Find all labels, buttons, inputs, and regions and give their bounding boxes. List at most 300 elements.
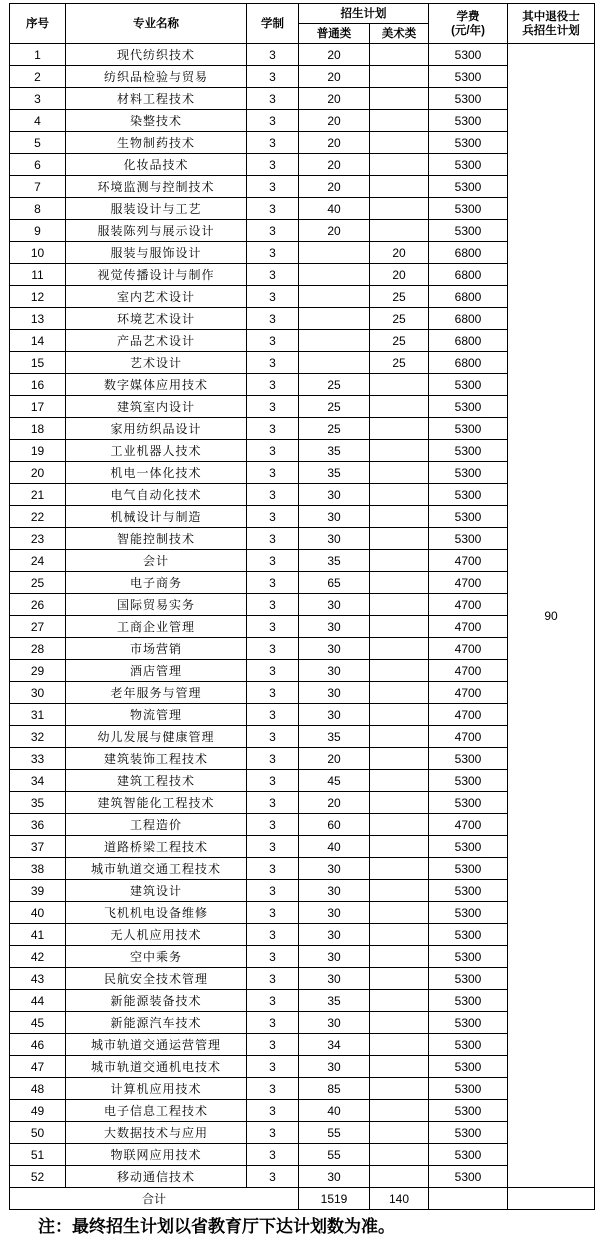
cell-index: 30: [10, 682, 66, 704]
cell-regular: [299, 308, 370, 330]
cell-major: 幼儿发展与健康管理: [66, 726, 247, 748]
enrollment-plan-table: [9, 3, 595, 1210]
cell-regular: 30: [299, 946, 370, 968]
cell-art: [370, 1144, 429, 1166]
cell-fee: 5300: [429, 880, 508, 902]
cell-years: 3: [247, 858, 299, 880]
cell-regular: 85: [299, 1078, 370, 1100]
cell-major: 城市轨道交通工程技术: [66, 858, 247, 880]
cell-fee: 6800: [429, 264, 508, 286]
cell-fee: 4700: [429, 638, 508, 660]
cell-index: 40: [10, 902, 66, 924]
cell-fee: 5300: [429, 858, 508, 880]
cell-art: [370, 968, 429, 990]
header-veteran-line2: 兵招生计划: [522, 24, 580, 37]
cell-major: 道路桥梁工程技术: [66, 836, 247, 858]
table-row: [10, 132, 595, 154]
cell-index: 29: [10, 660, 66, 682]
cell-years: 3: [247, 66, 299, 88]
cell-regular: 25: [299, 418, 370, 440]
cell-index: 43: [10, 968, 66, 990]
cell-index: 10: [10, 242, 66, 264]
cell-art: [370, 220, 429, 242]
cell-fee: 5300: [429, 902, 508, 924]
cell-index: 3: [10, 88, 66, 110]
cell-fee: 4700: [429, 814, 508, 836]
cell-years: 3: [247, 110, 299, 132]
table-row: [10, 968, 595, 990]
cell-major: 飞机机电设备维修: [66, 902, 247, 924]
table-row: [10, 770, 595, 792]
cell-major: 计算机应用技术: [66, 1078, 247, 1100]
cell-index: 13: [10, 308, 66, 330]
cell-regular: 20: [299, 110, 370, 132]
cell-fee: 5300: [429, 770, 508, 792]
cell-years: 3: [247, 770, 299, 792]
cell-index: 21: [10, 484, 66, 506]
cell-regular: 55: [299, 1144, 370, 1166]
cell-art: [370, 506, 429, 528]
table-row: [10, 242, 595, 264]
cell-years: 3: [247, 946, 299, 968]
cell-art: [370, 770, 429, 792]
cell-fee: 6800: [429, 352, 508, 374]
header-plan: 招生计划: [299, 4, 429, 24]
table-row: [10, 198, 595, 220]
cell-major: 染整技术: [66, 110, 247, 132]
cell-regular: 20: [299, 154, 370, 176]
cell-major: 机械设计与制造: [66, 506, 247, 528]
cell-art: [370, 1166, 429, 1188]
cell-years: 3: [247, 132, 299, 154]
cell-fee: 5300: [429, 132, 508, 154]
header-regular: 普通类: [299, 24, 370, 44]
cell-years: 3: [247, 1122, 299, 1144]
cell-regular: 34: [299, 1034, 370, 1056]
cell-index: 5: [10, 132, 66, 154]
table-row: [10, 1012, 595, 1034]
cell-fee: 5300: [429, 1078, 508, 1100]
cell-index: 32: [10, 726, 66, 748]
cell-major: 纺织品检验与贸易: [66, 66, 247, 88]
cell-years: 3: [247, 1144, 299, 1166]
table-row: [10, 352, 595, 374]
cell-years: 3: [247, 176, 299, 198]
cell-years: 3: [247, 924, 299, 946]
cell-fee: 5300: [429, 968, 508, 990]
cell-index: 7: [10, 176, 66, 198]
cell-years: 3: [247, 682, 299, 704]
cell-index: 15: [10, 352, 66, 374]
cell-index: 37: [10, 836, 66, 858]
cell-index: 46: [10, 1034, 66, 1056]
header-years: 学制: [247, 4, 299, 44]
cell-regular: 30: [299, 638, 370, 660]
cell-art: [370, 374, 429, 396]
cell-years: 3: [247, 506, 299, 528]
cell-years: 3: [247, 440, 299, 462]
cell-fee: 4700: [429, 594, 508, 616]
table-row: [10, 1034, 595, 1056]
cell-index: 12: [10, 286, 66, 308]
cell-art: [370, 550, 429, 572]
header-fee-line2: (元/年): [451, 24, 485, 37]
cell-index: 36: [10, 814, 66, 836]
cell-fee: 5300: [429, 418, 508, 440]
cell-fee: 5300: [429, 528, 508, 550]
total-label: 合计: [10, 1188, 299, 1210]
cell-major: 建筑工程技术: [66, 770, 247, 792]
cell-regular: 20: [299, 176, 370, 198]
cell-fee: 4700: [429, 572, 508, 594]
table-row: [10, 88, 595, 110]
cell-regular: 20: [299, 220, 370, 242]
cell-major: 建筑装饰工程技术: [66, 748, 247, 770]
cell-fee: 5300: [429, 924, 508, 946]
table-row: [10, 484, 595, 506]
cell-index: 33: [10, 748, 66, 770]
cell-index: 52: [10, 1166, 66, 1188]
cell-index: 16: [10, 374, 66, 396]
cell-regular: 30: [299, 902, 370, 924]
cell-index: 28: [10, 638, 66, 660]
cell-years: 3: [247, 550, 299, 572]
cell-fee: 5300: [429, 198, 508, 220]
table-row: [10, 154, 595, 176]
cell-regular: 20: [299, 88, 370, 110]
cell-fee: 5300: [429, 990, 508, 1012]
cell-major: 新能源装备技术: [66, 990, 247, 1012]
cell-years: 3: [247, 154, 299, 176]
table-row: [10, 1144, 595, 1166]
cell-index: 51: [10, 1144, 66, 1166]
cell-years: 3: [247, 1078, 299, 1100]
cell-years: 3: [247, 264, 299, 286]
cell-regular: 40: [299, 198, 370, 220]
cell-art: 25: [370, 330, 429, 352]
cell-major: 酒店管理: [66, 660, 247, 682]
cell-regular: 65: [299, 572, 370, 594]
cell-fee: 5300: [429, 1144, 508, 1166]
cell-index: 17: [10, 396, 66, 418]
cell-regular: 30: [299, 484, 370, 506]
table-row: [10, 286, 595, 308]
cell-regular: 40: [299, 1100, 370, 1122]
cell-index: 49: [10, 1100, 66, 1122]
cell-major: 城市轨道交通运营管理: [66, 1034, 247, 1056]
cell-regular: 40: [299, 836, 370, 858]
cell-art: [370, 814, 429, 836]
cell-major: 国际贸易实务: [66, 594, 247, 616]
cell-index: 2: [10, 66, 66, 88]
cell-regular: 25: [299, 396, 370, 418]
table-row: [10, 1100, 595, 1122]
cell-index: 39: [10, 880, 66, 902]
cell-major: 物联网应用技术: [66, 1144, 247, 1166]
cell-art: [370, 132, 429, 154]
cell-index: 11: [10, 264, 66, 286]
cell-years: 3: [247, 242, 299, 264]
table-row: [10, 682, 595, 704]
cell-major: 机电一体化技术: [66, 462, 247, 484]
cell-art: [370, 726, 429, 748]
cell-regular: 30: [299, 594, 370, 616]
cell-index: 20: [10, 462, 66, 484]
cell-years: 3: [247, 1012, 299, 1034]
cell-index: 27: [10, 616, 66, 638]
cell-art: 25: [370, 352, 429, 374]
cell-years: 3: [247, 990, 299, 1012]
cell-fee: 4700: [429, 682, 508, 704]
cell-art: [370, 902, 429, 924]
cell-art: [370, 462, 429, 484]
table-row: [10, 462, 595, 484]
cell-regular: 30: [299, 682, 370, 704]
cell-years: 3: [247, 352, 299, 374]
cell-years: 3: [247, 968, 299, 990]
table-row: [10, 176, 595, 198]
cell-regular: 30: [299, 968, 370, 990]
cell-fee: 5300: [429, 484, 508, 506]
cell-index: 1: [10, 44, 66, 66]
total-fee-empty: [429, 1188, 508, 1210]
cell-major: 新能源汽车技术: [66, 1012, 247, 1034]
cell-art: 20: [370, 264, 429, 286]
cell-art: [370, 616, 429, 638]
cell-years: 3: [247, 792, 299, 814]
table-row: [10, 902, 595, 924]
cell-years: 3: [247, 1034, 299, 1056]
cell-years: 3: [247, 704, 299, 726]
cell-fee: 5300: [429, 1100, 508, 1122]
table-row: [10, 396, 595, 418]
cell-fee: 5300: [429, 220, 508, 242]
cell-art: [370, 88, 429, 110]
cell-regular: [299, 352, 370, 374]
cell-index: 48: [10, 1078, 66, 1100]
table-row: [10, 330, 595, 352]
cell-major: 建筑室内设计: [66, 396, 247, 418]
cell-index: 14: [10, 330, 66, 352]
cell-fee: 5300: [429, 176, 508, 198]
cell-regular: 30: [299, 880, 370, 902]
cell-fee: 5300: [429, 44, 508, 66]
cell-art: [370, 792, 429, 814]
cell-art: 25: [370, 286, 429, 308]
cell-art: [370, 924, 429, 946]
cell-index: 34: [10, 770, 66, 792]
cell-major: 环境监测与控制技术: [66, 176, 247, 198]
cell-art: [370, 704, 429, 726]
cell-index: 24: [10, 550, 66, 572]
cell-major: 材料工程技术: [66, 88, 247, 110]
table-row: [10, 110, 595, 132]
cell-art: [370, 1100, 429, 1122]
cell-major: 移动通信技术: [66, 1166, 247, 1188]
cell-major: 空中乘务: [66, 946, 247, 968]
cell-fee: 5300: [429, 396, 508, 418]
table-row: [10, 990, 595, 1012]
cell-major: 产品艺术设计: [66, 330, 247, 352]
header-art: 美术类: [370, 24, 429, 44]
cell-art: [370, 1122, 429, 1144]
table-row: [10, 220, 595, 242]
cell-major: 室内艺术设计: [66, 286, 247, 308]
cell-fee: 5300: [429, 1012, 508, 1034]
cell-years: 3: [247, 198, 299, 220]
table-row: [10, 880, 595, 902]
cell-fee: 6800: [429, 242, 508, 264]
table-row: [10, 66, 595, 88]
cell-years: 3: [247, 660, 299, 682]
cell-regular: 20: [299, 44, 370, 66]
header-fee: [429, 4, 508, 44]
table-row: [10, 660, 595, 682]
cell-major: 环境艺术设计: [66, 308, 247, 330]
cell-index: 4: [10, 110, 66, 132]
cell-major: 智能控制技术: [66, 528, 247, 550]
cell-fee: 5300: [429, 88, 508, 110]
cell-major: 市场营销: [66, 638, 247, 660]
cell-regular: 45: [299, 770, 370, 792]
cell-art: 20: [370, 242, 429, 264]
cell-years: 3: [247, 814, 299, 836]
cell-major: 物流管理: [66, 704, 247, 726]
cell-art: [370, 1078, 429, 1100]
cell-art: [370, 748, 429, 770]
cell-years: 3: [247, 572, 299, 594]
cell-major: 电气自动化技术: [66, 484, 247, 506]
cell-art: [370, 396, 429, 418]
cell-index: 26: [10, 594, 66, 616]
table-row: [10, 506, 595, 528]
cell-index: 38: [10, 858, 66, 880]
cell-fee: 5300: [429, 66, 508, 88]
cell-fee: 5300: [429, 462, 508, 484]
cell-regular: 20: [299, 792, 370, 814]
cell-art: [370, 1012, 429, 1034]
cell-index: 22: [10, 506, 66, 528]
cell-major: 工商企业管理: [66, 616, 247, 638]
cell-major: 视觉传播设计与制作: [66, 264, 247, 286]
cell-major: 工业机器人技术: [66, 440, 247, 462]
cell-years: 3: [247, 374, 299, 396]
cell-major: 无人机应用技术: [66, 924, 247, 946]
cell-index: 42: [10, 946, 66, 968]
cell-regular: [299, 286, 370, 308]
cell-art: [370, 440, 429, 462]
cell-years: 3: [247, 1100, 299, 1122]
table-row: [10, 550, 595, 572]
table-row: [10, 1166, 595, 1188]
header-fee-line1: 学费: [456, 10, 480, 23]
cell-fee: 5300: [429, 374, 508, 396]
cell-fee: 5300: [429, 748, 508, 770]
cell-major: 民航安全技术管理: [66, 968, 247, 990]
cell-regular: 30: [299, 924, 370, 946]
cell-veteran: 90: [508, 44, 595, 1188]
cell-years: 3: [247, 418, 299, 440]
table-row: [10, 704, 595, 726]
table-row: [10, 836, 595, 858]
cell-fee: 4700: [429, 704, 508, 726]
table-row: [10, 858, 595, 880]
table-row: [10, 418, 595, 440]
cell-fee: 5300: [429, 1056, 508, 1078]
cell-major: 电子商务: [66, 572, 247, 594]
cell-art: [370, 44, 429, 66]
cell-art: [370, 198, 429, 220]
cell-fee: 4700: [429, 550, 508, 572]
cell-years: 3: [247, 726, 299, 748]
cell-years: 3: [247, 594, 299, 616]
cell-major: 建筑设计: [66, 880, 247, 902]
header-row: [10, 4, 595, 24]
cell-art: [370, 638, 429, 660]
cell-fee: 4700: [429, 726, 508, 748]
cell-index: 25: [10, 572, 66, 594]
header-veteran: [508, 4, 595, 44]
cell-fee: 6800: [429, 308, 508, 330]
cell-years: 3: [247, 330, 299, 352]
table-row: [10, 616, 595, 638]
cell-years: 3: [247, 44, 299, 66]
cell-art: [370, 154, 429, 176]
cell-years: 3: [247, 528, 299, 550]
table-row: [10, 814, 595, 836]
cell-art: [370, 1034, 429, 1056]
cell-fee: 4700: [429, 616, 508, 638]
cell-regular: 35: [299, 726, 370, 748]
cell-fee: 5300: [429, 1122, 508, 1144]
total-regular: 1519: [299, 1188, 370, 1210]
cell-fee: 5300: [429, 1034, 508, 1056]
cell-index: 35: [10, 792, 66, 814]
cell-art: [370, 880, 429, 902]
cell-fee: 4700: [429, 660, 508, 682]
cell-regular: 35: [299, 440, 370, 462]
cell-art: [370, 858, 429, 880]
cell-major: 建筑智能化工程技术: [66, 792, 247, 814]
table-row: [10, 1078, 595, 1100]
total-veteran-empty: [508, 1188, 595, 1210]
table-row: [10, 748, 595, 770]
cell-art: [370, 110, 429, 132]
cell-index: 45: [10, 1012, 66, 1034]
cell-art: [370, 682, 429, 704]
cell-regular: 20: [299, 132, 370, 154]
cell-regular: 30: [299, 858, 370, 880]
cell-years: 3: [247, 220, 299, 242]
cell-years: 3: [247, 308, 299, 330]
table-row: [10, 594, 595, 616]
cell-years: 3: [247, 88, 299, 110]
cell-regular: 30: [299, 704, 370, 726]
cell-regular: 20: [299, 66, 370, 88]
cell-regular: [299, 330, 370, 352]
cell-regular: 35: [299, 462, 370, 484]
cell-regular: 30: [299, 1166, 370, 1188]
table-row: [10, 440, 595, 462]
cell-regular: 35: [299, 990, 370, 1012]
table-row: [10, 924, 595, 946]
cell-art: [370, 66, 429, 88]
cell-regular: 30: [299, 660, 370, 682]
cell-major: 服装与服饰设计: [66, 242, 247, 264]
cell-regular: 30: [299, 506, 370, 528]
cell-major: 会计: [66, 550, 247, 572]
cell-regular: 25: [299, 374, 370, 396]
